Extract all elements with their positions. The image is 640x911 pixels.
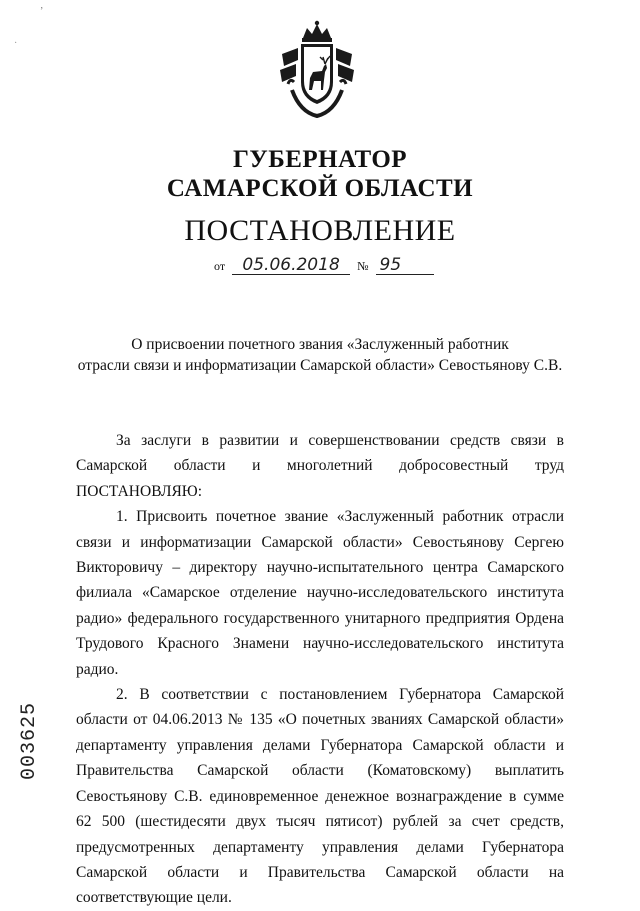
coat-of-arms-icon [276,20,358,120]
body-paragraph-2: 2. В соответствии с постановлением Губернатора Самарской области от 04.06.2013 № 135 «О почетных званиях Самарской области» департаменту управления делами Губернатора Самарской области и Правительства Самарской области (Коматовскому) выплатить Севостьянову С.В. единовременное денежное вознаграждение в сумме 62 500 (шестидесяти двух тысяч пятисот) рублей за счет средств, предусмотренных департаменту управления делами Губернатора Самарской области и Правительства Самарской области на соответствующие цели. [76,686,564,907]
subject-line-2: отрасли связи и информатизации Самарской области» Севостьянову С.В. [77,357,563,374]
body-paragraph-preamble: За заслуги в развитии и совершенствовании средств связи в Самарской области и многолетний добросовестный труд ПОСТАНОВЛЯЮ: [76,432,564,500]
subject-line-1: О присвоении почетного звания «Заслуженный работник [131,336,509,353]
date-number-line [214,256,434,275]
scan-dot: · [14,38,18,49]
scan-mark: ʼ [40,6,44,17]
number-prefix: № [357,259,369,273]
body-paragraph-1: 1. Присвоить почетное звание «Заслуженный работник отрасли связи и информатизации Самарской области» Севостьянову Сергею Викторовичу – директору научно-испытательного центра Самарского филиала «Самарское отделение научно-исследовательского института радио» федерального государственного унитарного предприятия Ордена Трудового Красного Знамени научно-исследовательского института радио. [76,508,564,678]
title-region: САМАРСКОЙ ОБЛАСТИ [166,175,474,202]
decree-subject [40,334,600,376]
title-governor: ГУБЕРНАТОР [232,146,408,173]
margin-registration-number: 003625 [18,701,41,780]
decree-number: 95 [376,256,434,275]
document-type: ПОСТАНОВЛЕНИЕ [184,214,456,247]
date-prefix: от [214,259,226,273]
decree-body [76,428,564,911]
decree-date: 05.06.2018 [232,256,350,275]
